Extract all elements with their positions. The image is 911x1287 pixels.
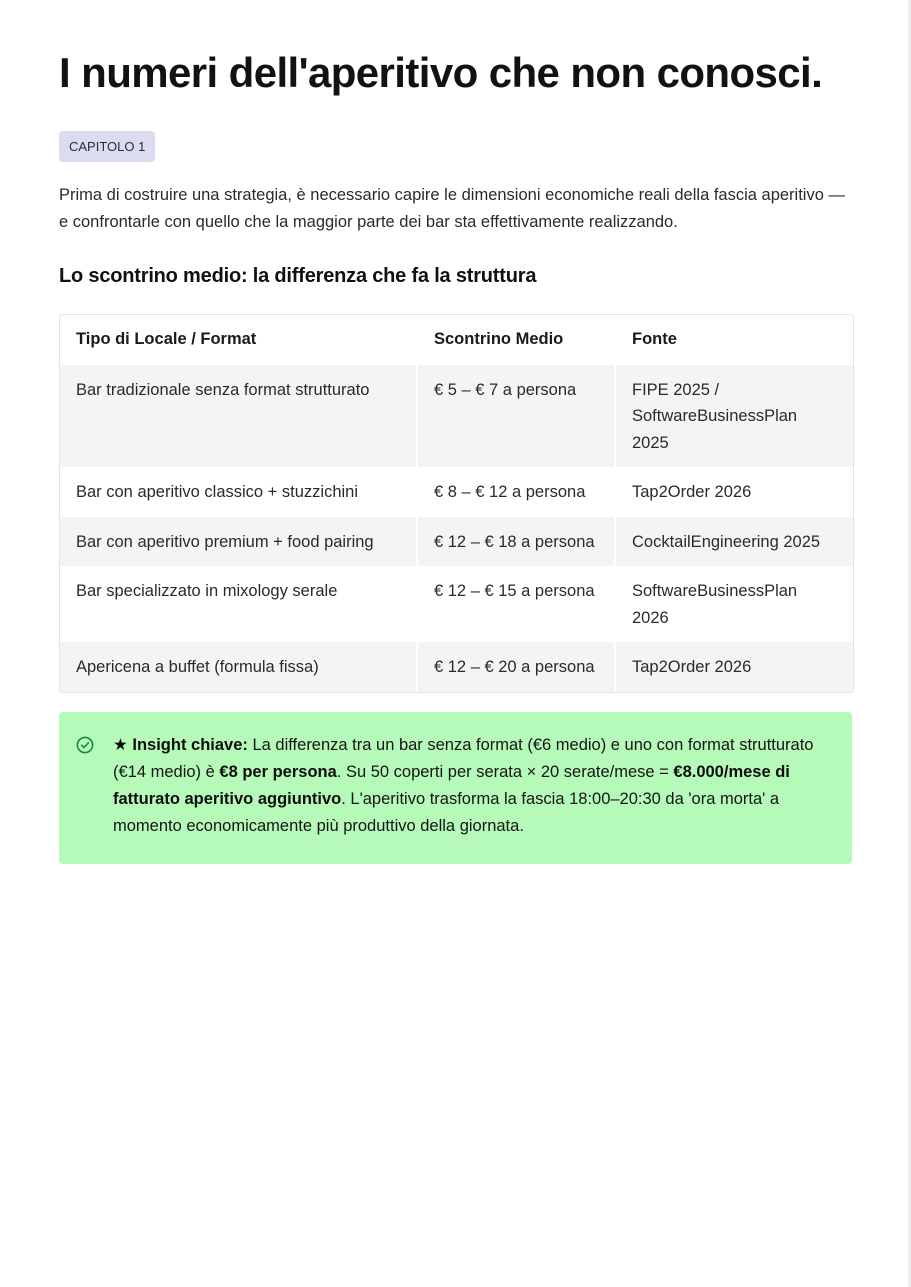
insight-text-part: . Su 50 coperti per serata × 20 serate/mese = [336,762,674,781]
cell-format: Bar con aperitivo classico + stuzzichini [60,467,417,517]
cell-format: Bar specializzato in mixology serale [60,566,417,642]
insight-text-part: . L'aperitivo trasforma la fascia 18:00–20:30 da 'ora morta' a momento economicamente più produttivo della giornata. [113,789,780,835]
cell-format: Bar con aperitivo premium + food pairing [60,517,417,567]
chapter-badge: CAPITOLO 1 [59,131,155,162]
table-header-row [60,315,853,365]
column-header-receipt: Scontrino Medio [417,315,615,365]
cell-format: Apericena a buffet (formula fissa) [60,642,417,692]
cell-source: CocktailEngineering 2025 [615,517,853,567]
column-header-source: Fonte [615,315,853,365]
cell-source: Tap2Order 2026 [615,642,853,692]
insight-callout [59,712,852,864]
table-row [60,365,853,468]
insight-label: ★ Insight chiave: [113,735,248,754]
section-title: Lo scontrino medio: la differenza che fa la struttura [59,265,537,287]
cell-receipt: € 12 – € 20 a persona [417,642,615,692]
table-row [60,467,853,517]
receipt-table [59,314,854,693]
cell-receipt: € 12 – € 18 a persona [417,517,615,567]
cell-receipt: € 12 – € 15 a persona [417,566,615,642]
insight-text [113,736,813,835]
intro-paragraph: Prima di costruire una strategia, è necessario capire le dimensioni economiche reali della fascia aperitivo — e confrontarle con quello che la maggior parte dei bar sta effettivamente realizzando. [59,186,845,231]
insight-text-part: La differenza tra un bar senza format (€6 medio) e uno con format strutturato (€14 medio) è [113,735,814,781]
cell-source: FIPE 2025 / SoftwareBusinessPlan 2025 [615,365,853,468]
table-row [60,642,853,692]
cell-receipt: € 5 – € 7 a persona [417,365,615,468]
table-row [60,566,853,642]
insight-highlight: €8.000/mese di fatturato aperitivo aggiuntivo [113,762,790,808]
column-header-format: Tipo di Locale / Format [60,315,417,365]
cell-format: Bar tradizionale senza format strutturato [60,365,417,468]
cell-source: Tap2Order 2026 [615,467,853,517]
page-title: I numeri dell'aperitivo che non conosci. [59,49,823,96]
insight-highlight: €8 per persona [219,762,337,781]
check-circle-icon [76,736,94,754]
cell-receipt: € 8 – € 12 a persona [417,467,615,517]
table-row [60,517,853,567]
cell-source: SoftwareBusinessPlan 2026 [615,566,853,642]
